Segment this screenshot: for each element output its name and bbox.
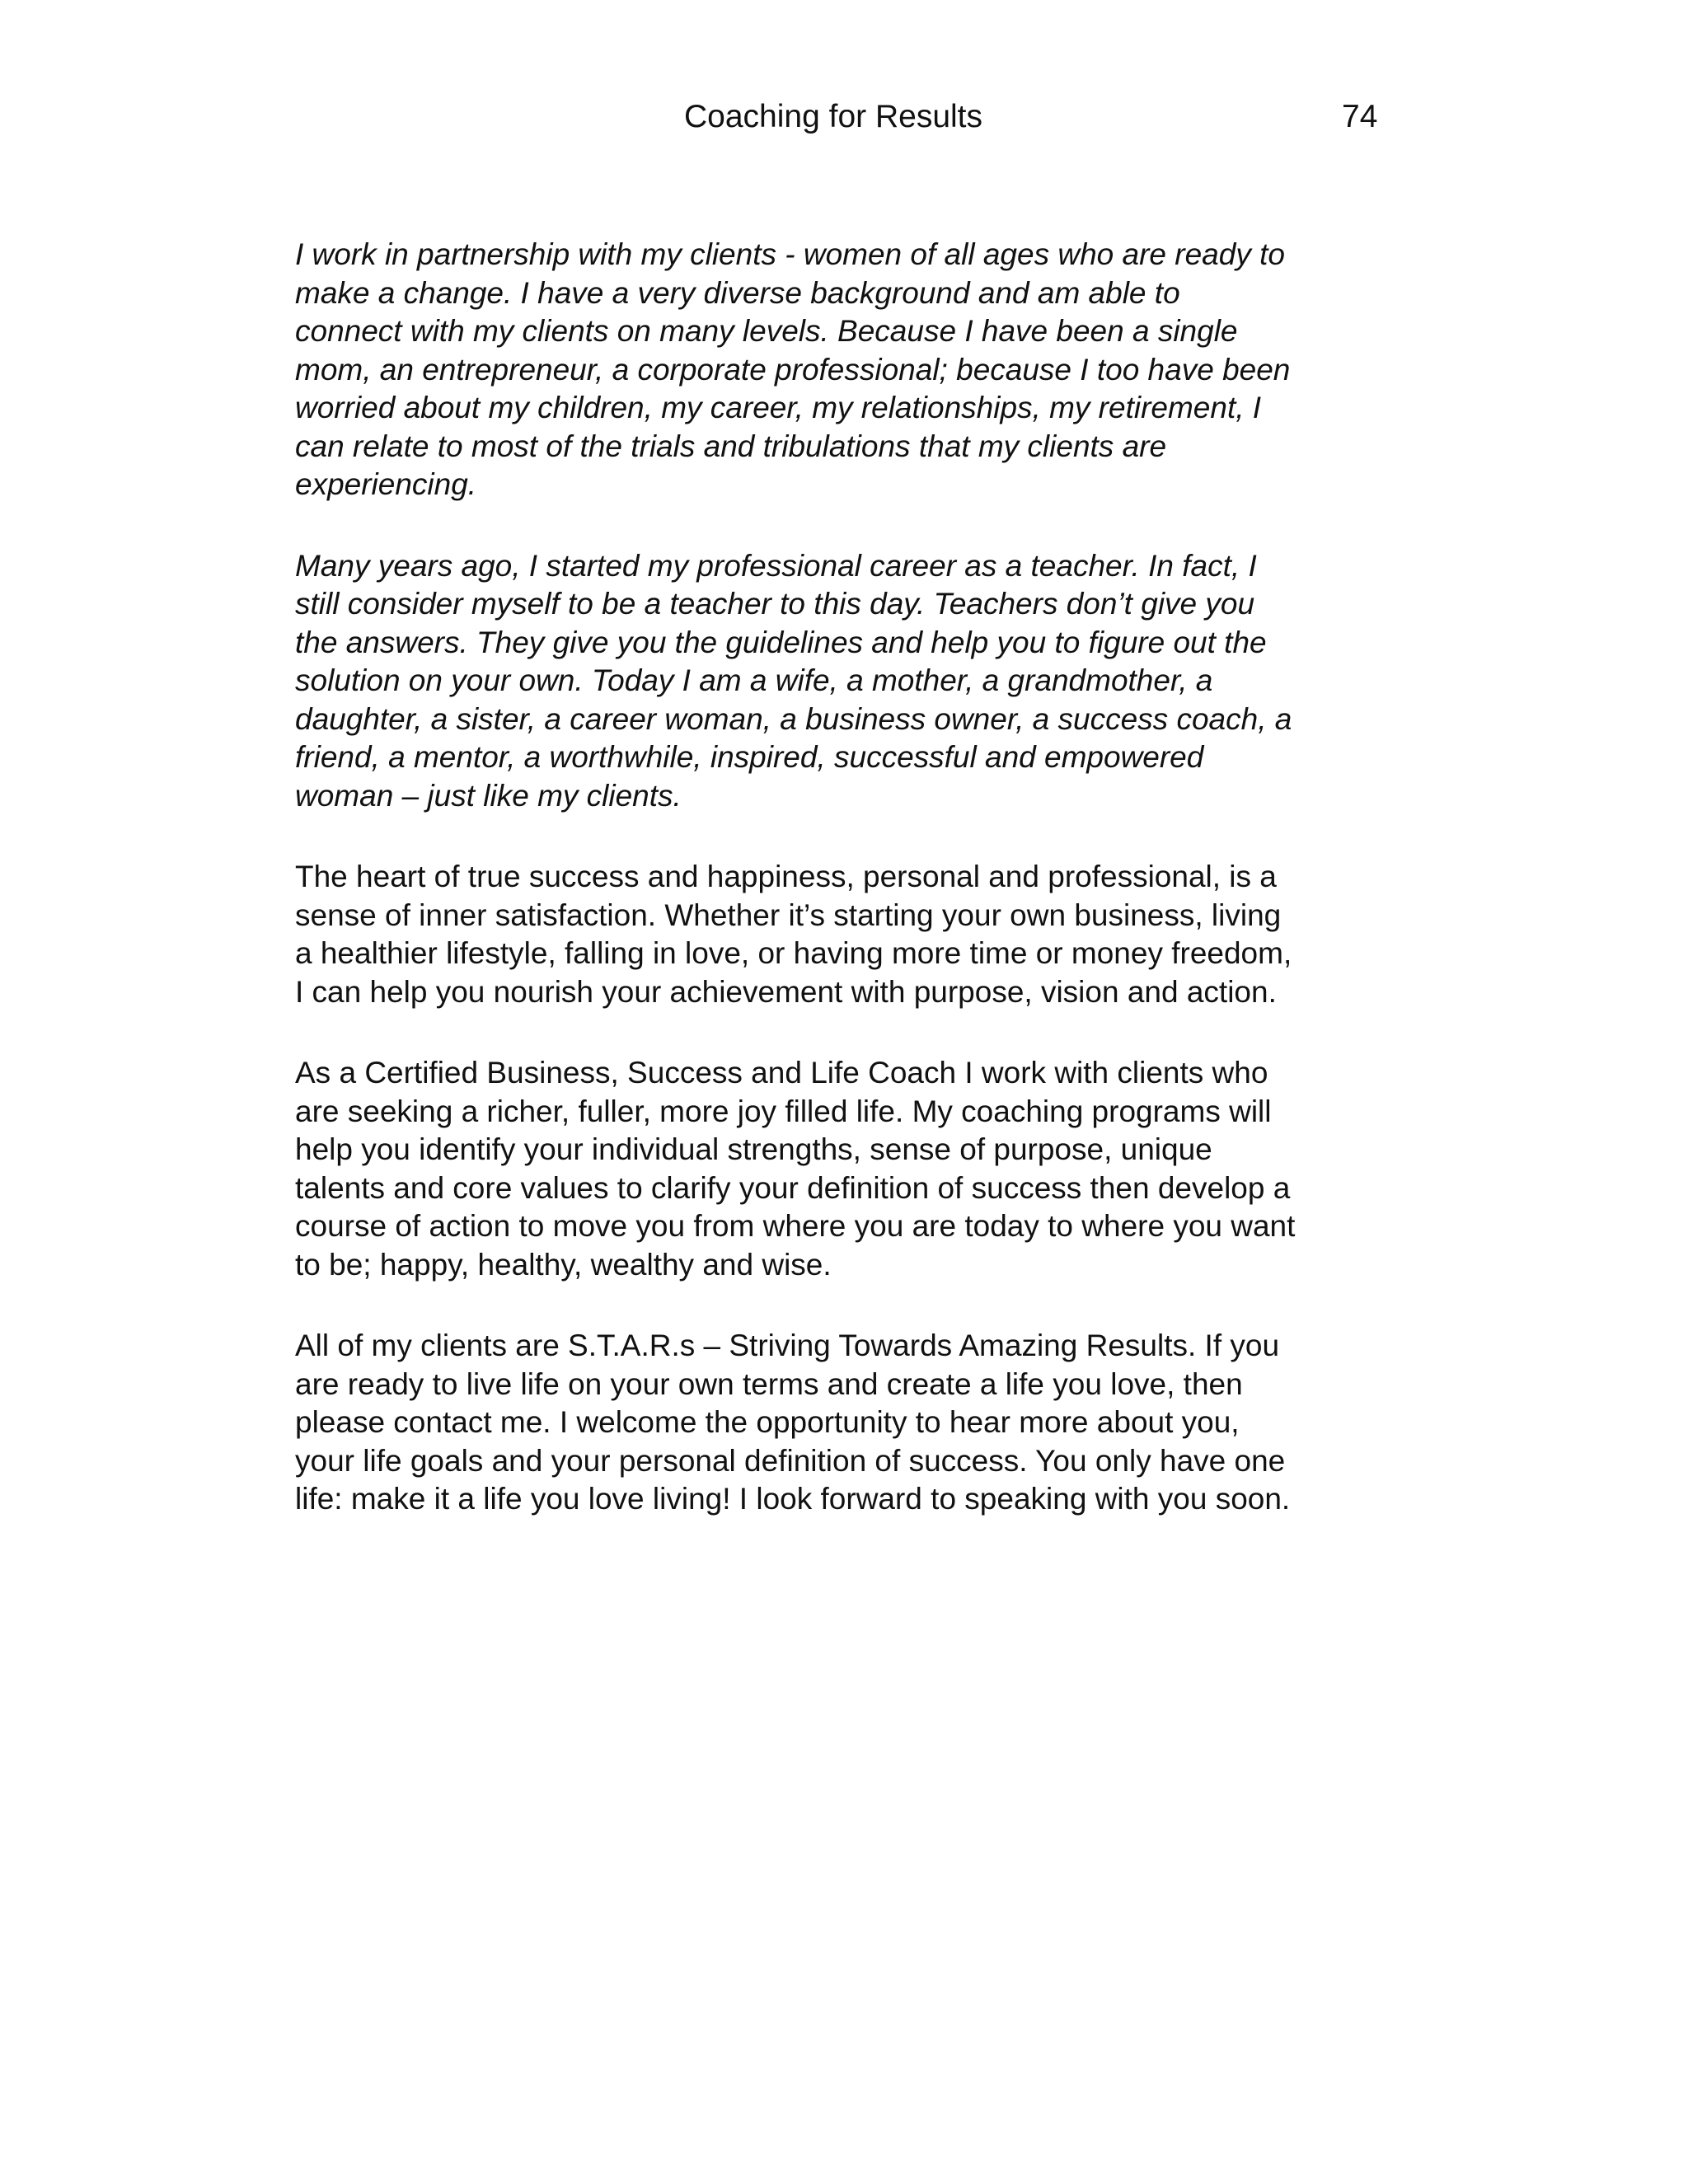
text-line: course of action to move you from where you are today to where you want	[295, 1209, 1296, 1243]
text-line: daughter, a sister, a career woman, a business owner, a success coach, a	[295, 701, 1292, 736]
text-line: As a Certified Business, Success and Life Coach I work with clients who	[295, 1056, 1268, 1090]
body-text	[295, 236, 1383, 1519]
text-line: woman – just like my clients.	[295, 778, 682, 813]
paragraph-gap	[295, 504, 1383, 547]
paragraph-teacher	[295, 547, 1383, 816]
text-line: I work in partnership with my clients - women of all ages who are ready to	[295, 237, 1285, 271]
text-line: make a change. I have a very diverse background and am able to	[295, 275, 1180, 310]
text-line: experiencing.	[295, 467, 477, 501]
text-line: sense of inner satisfaction. Whether it’s starting your own business, living	[295, 898, 1282, 932]
text-line: connect with my clients on many levels. Because I have been a single	[295, 314, 1238, 348]
text-line: life: make it a life you love living! I look forward to speaking with you soon.	[295, 1482, 1291, 1516]
text-line: to be; happy, healthy, wealthy and wise.	[295, 1247, 832, 1282]
paragraph-partnership	[295, 236, 1383, 504]
text-line: I can help you nourish your achievement with purpose, vision and action.	[295, 974, 1277, 1009]
paragraph-stars	[295, 1327, 1383, 1519]
text-line: The heart of true success and happiness, personal and professional, is a	[295, 860, 1277, 893]
paragraph-gap	[295, 815, 1383, 858]
text-line: mom, an entrepreneur, a corporate professional; because I too have been	[295, 352, 1291, 387]
text-line: solution on your own. Today I am a wife, a mother, a grandmother, a	[295, 663, 1213, 697]
text-line: Many years ago, I started my professional career as a teacher. In fact, I	[295, 548, 1257, 583]
text-line: still consider myself to be a teacher to this day. Teachers don’t give you	[295, 587, 1255, 621]
paragraph-gap	[295, 1011, 1383, 1054]
text-line: please contact me. I welcome the opportunity to hear more about you,	[295, 1405, 1240, 1439]
paragraph-gap	[295, 1284, 1383, 1327]
text-line: All of my clients are S.T.A.R.s – Striving Towards Amazing Results. If you	[295, 1329, 1280, 1362]
running-header-title: Coaching for Results	[684, 99, 983, 134]
text-line: your life goals and your personal definition of success. You only have one	[295, 1443, 1286, 1478]
text-line: are ready to live life on your own terms and create a life you love, then	[295, 1366, 1243, 1401]
text-line: talents and core values to clarify your definition of success then develop a	[295, 1170, 1291, 1205]
text-line: help you identify your individual strengths, sense of purpose, unique	[295, 1132, 1212, 1166]
text-line: friend, a mentor, a worthwhile, inspired, successful and empowered	[295, 740, 1204, 774]
text-line: worried about my children, my career, my relationships, my retirement, I	[295, 391, 1262, 424]
paragraph-certified-coach	[295, 1054, 1383, 1284]
text-line: are seeking a richer, fuller, more joy filled life. My coaching programs will	[295, 1094, 1272, 1128]
paragraph-heart-of-success	[295, 858, 1383, 1011]
page-number: 74	[1342, 99, 1378, 134]
text-line: a healthier lifestyle, falling in love, or having more time or money freedom,	[295, 936, 1292, 970]
text-line: can relate to most of the trials and tribulations that my clients are	[295, 429, 1167, 463]
text-line: the answers. They give you the guidelines and help you to figure out the	[295, 625, 1267, 659]
